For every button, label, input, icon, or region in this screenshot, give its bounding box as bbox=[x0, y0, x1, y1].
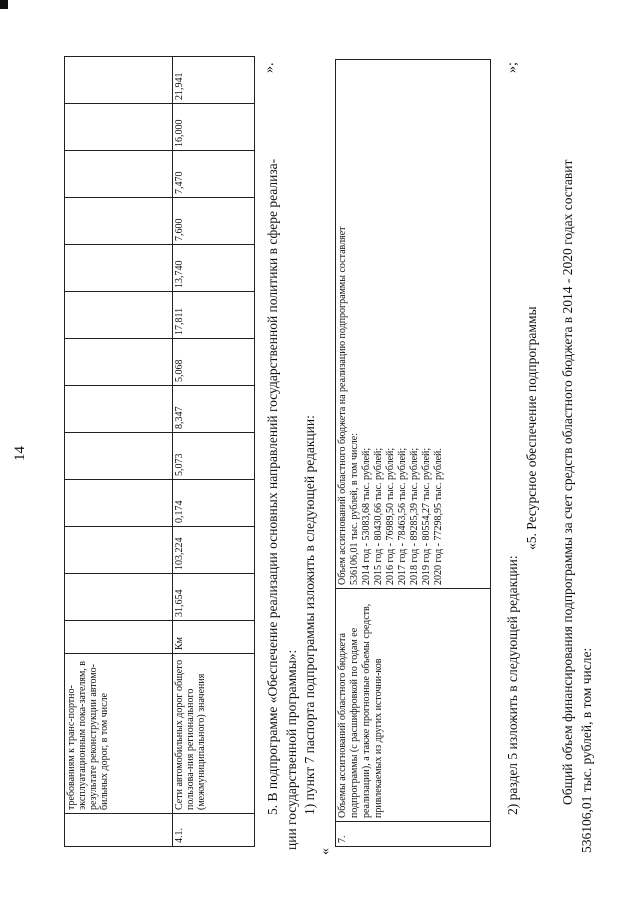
value-line: 2014 год - 53083,68 тыс. рублей; bbox=[361, 447, 372, 585]
value-line: 2015 год - 80430,66 тыс. рублей; bbox=[373, 447, 384, 585]
table-cell bbox=[65, 57, 173, 104]
value-line: 2019 год - 80554,27 тыс. рублей; bbox=[421, 447, 432, 585]
closing-quote: »; bbox=[505, 62, 520, 73]
table-cell bbox=[65, 339, 173, 386]
value-cell: 5,073 bbox=[173, 433, 255, 480]
table-cell bbox=[65, 151, 173, 198]
opening-quote: « bbox=[318, 848, 333, 855]
table-row bbox=[336, 60, 491, 847]
row-number: 4.1. bbox=[173, 814, 255, 847]
table-row bbox=[65, 57, 173, 847]
value-cell: 8,347 bbox=[173, 386, 255, 433]
indicator-continuation-cell: требованиям к транс-портно-эксплуатационным пока-зателям, в результате реконструкции автомо-бильных дорог, в том числе bbox=[65, 654, 173, 814]
table-cell bbox=[65, 198, 173, 245]
paragraph-5-line-2: ции государственной программы»: bbox=[284, 649, 299, 850]
value-cell: 21,941 bbox=[173, 57, 255, 104]
table-cell bbox=[65, 814, 173, 847]
table-cell bbox=[65, 292, 173, 339]
passport-item-value bbox=[336, 60, 491, 589]
table-cell bbox=[65, 574, 173, 621]
value-line: 2020 год - 77298,95 тыс. рублей. bbox=[433, 448, 444, 585]
value-cell: 103,224 bbox=[173, 527, 255, 574]
table-cell bbox=[65, 527, 173, 574]
table-cell bbox=[65, 621, 173, 654]
paragraph-5-line-1: 5. В подпрограмме «Обеспечение реализации основных направлений государственной политики в сфере реализа- bbox=[265, 158, 280, 815]
value-cell: 31,654 bbox=[173, 574, 255, 621]
section-heading: «5. Ресурсное обеспечение подпрограммы bbox=[524, 306, 539, 550]
value-cell: 0,174 bbox=[173, 480, 255, 527]
table-cell bbox=[65, 433, 173, 480]
page-number: 14 bbox=[12, 446, 28, 461]
table-row bbox=[173, 57, 255, 847]
value-cell: 7,470 bbox=[173, 151, 255, 198]
table-cell bbox=[65, 480, 173, 527]
value-cell: 13,740 bbox=[173, 245, 255, 292]
table-cell bbox=[65, 386, 173, 433]
financing-line-1: Общий объем финансирования подпрограммы за счет средств областного бюджета в 2014 - 2020 годах составит bbox=[560, 159, 575, 805]
passport-table bbox=[335, 59, 491, 847]
value-line: 2018 год - 89285,39 тыс. рублей; bbox=[409, 447, 420, 585]
row-number: 7. bbox=[336, 822, 491, 847]
passport-item-title: Объемы ассигнований областного бюджета подпрограммы (с расшифровкой по годам ее реализации), а также прогнозные объемы средств, привлекаемых из других источни-ков bbox=[336, 589, 491, 822]
indicators-table bbox=[64, 56, 255, 847]
closing-quote: ». bbox=[262, 62, 277, 73]
table-cell bbox=[65, 104, 173, 151]
value-cell: 16,000 bbox=[173, 104, 255, 151]
indicator-name: Сети автомобильных дорог общего пользова-ния регионального (межмуниципального) значения bbox=[173, 654, 255, 814]
financing-line-2: 536106,01 тыс. рублей, в том числе: bbox=[579, 647, 594, 853]
value-line: 2016 год - 76989,50 тыс. рублей; bbox=[385, 447, 396, 585]
item-2-text: 2) раздел 5 изложить в следующей редакции: bbox=[505, 555, 520, 815]
unit-cell: Км bbox=[173, 621, 255, 654]
value-line: 536106,01 тыс. рублей, в том числе: bbox=[349, 432, 360, 585]
value-cell: 5,068 bbox=[173, 339, 255, 386]
value-cell: 7,600 bbox=[173, 198, 255, 245]
value-cell: 17,811 bbox=[173, 292, 255, 339]
value-line: 2017 год - 78463,56 тыс. рублей; bbox=[397, 447, 408, 585]
value-line: Объем ассигнований областного бюджета на реализацию подпрограммы составляет bbox=[337, 226, 348, 585]
item-1-text: 1) пункт 7 паспорта подпрограммы изложить в следующей редакции: bbox=[302, 415, 317, 815]
table-cell bbox=[65, 245, 173, 292]
